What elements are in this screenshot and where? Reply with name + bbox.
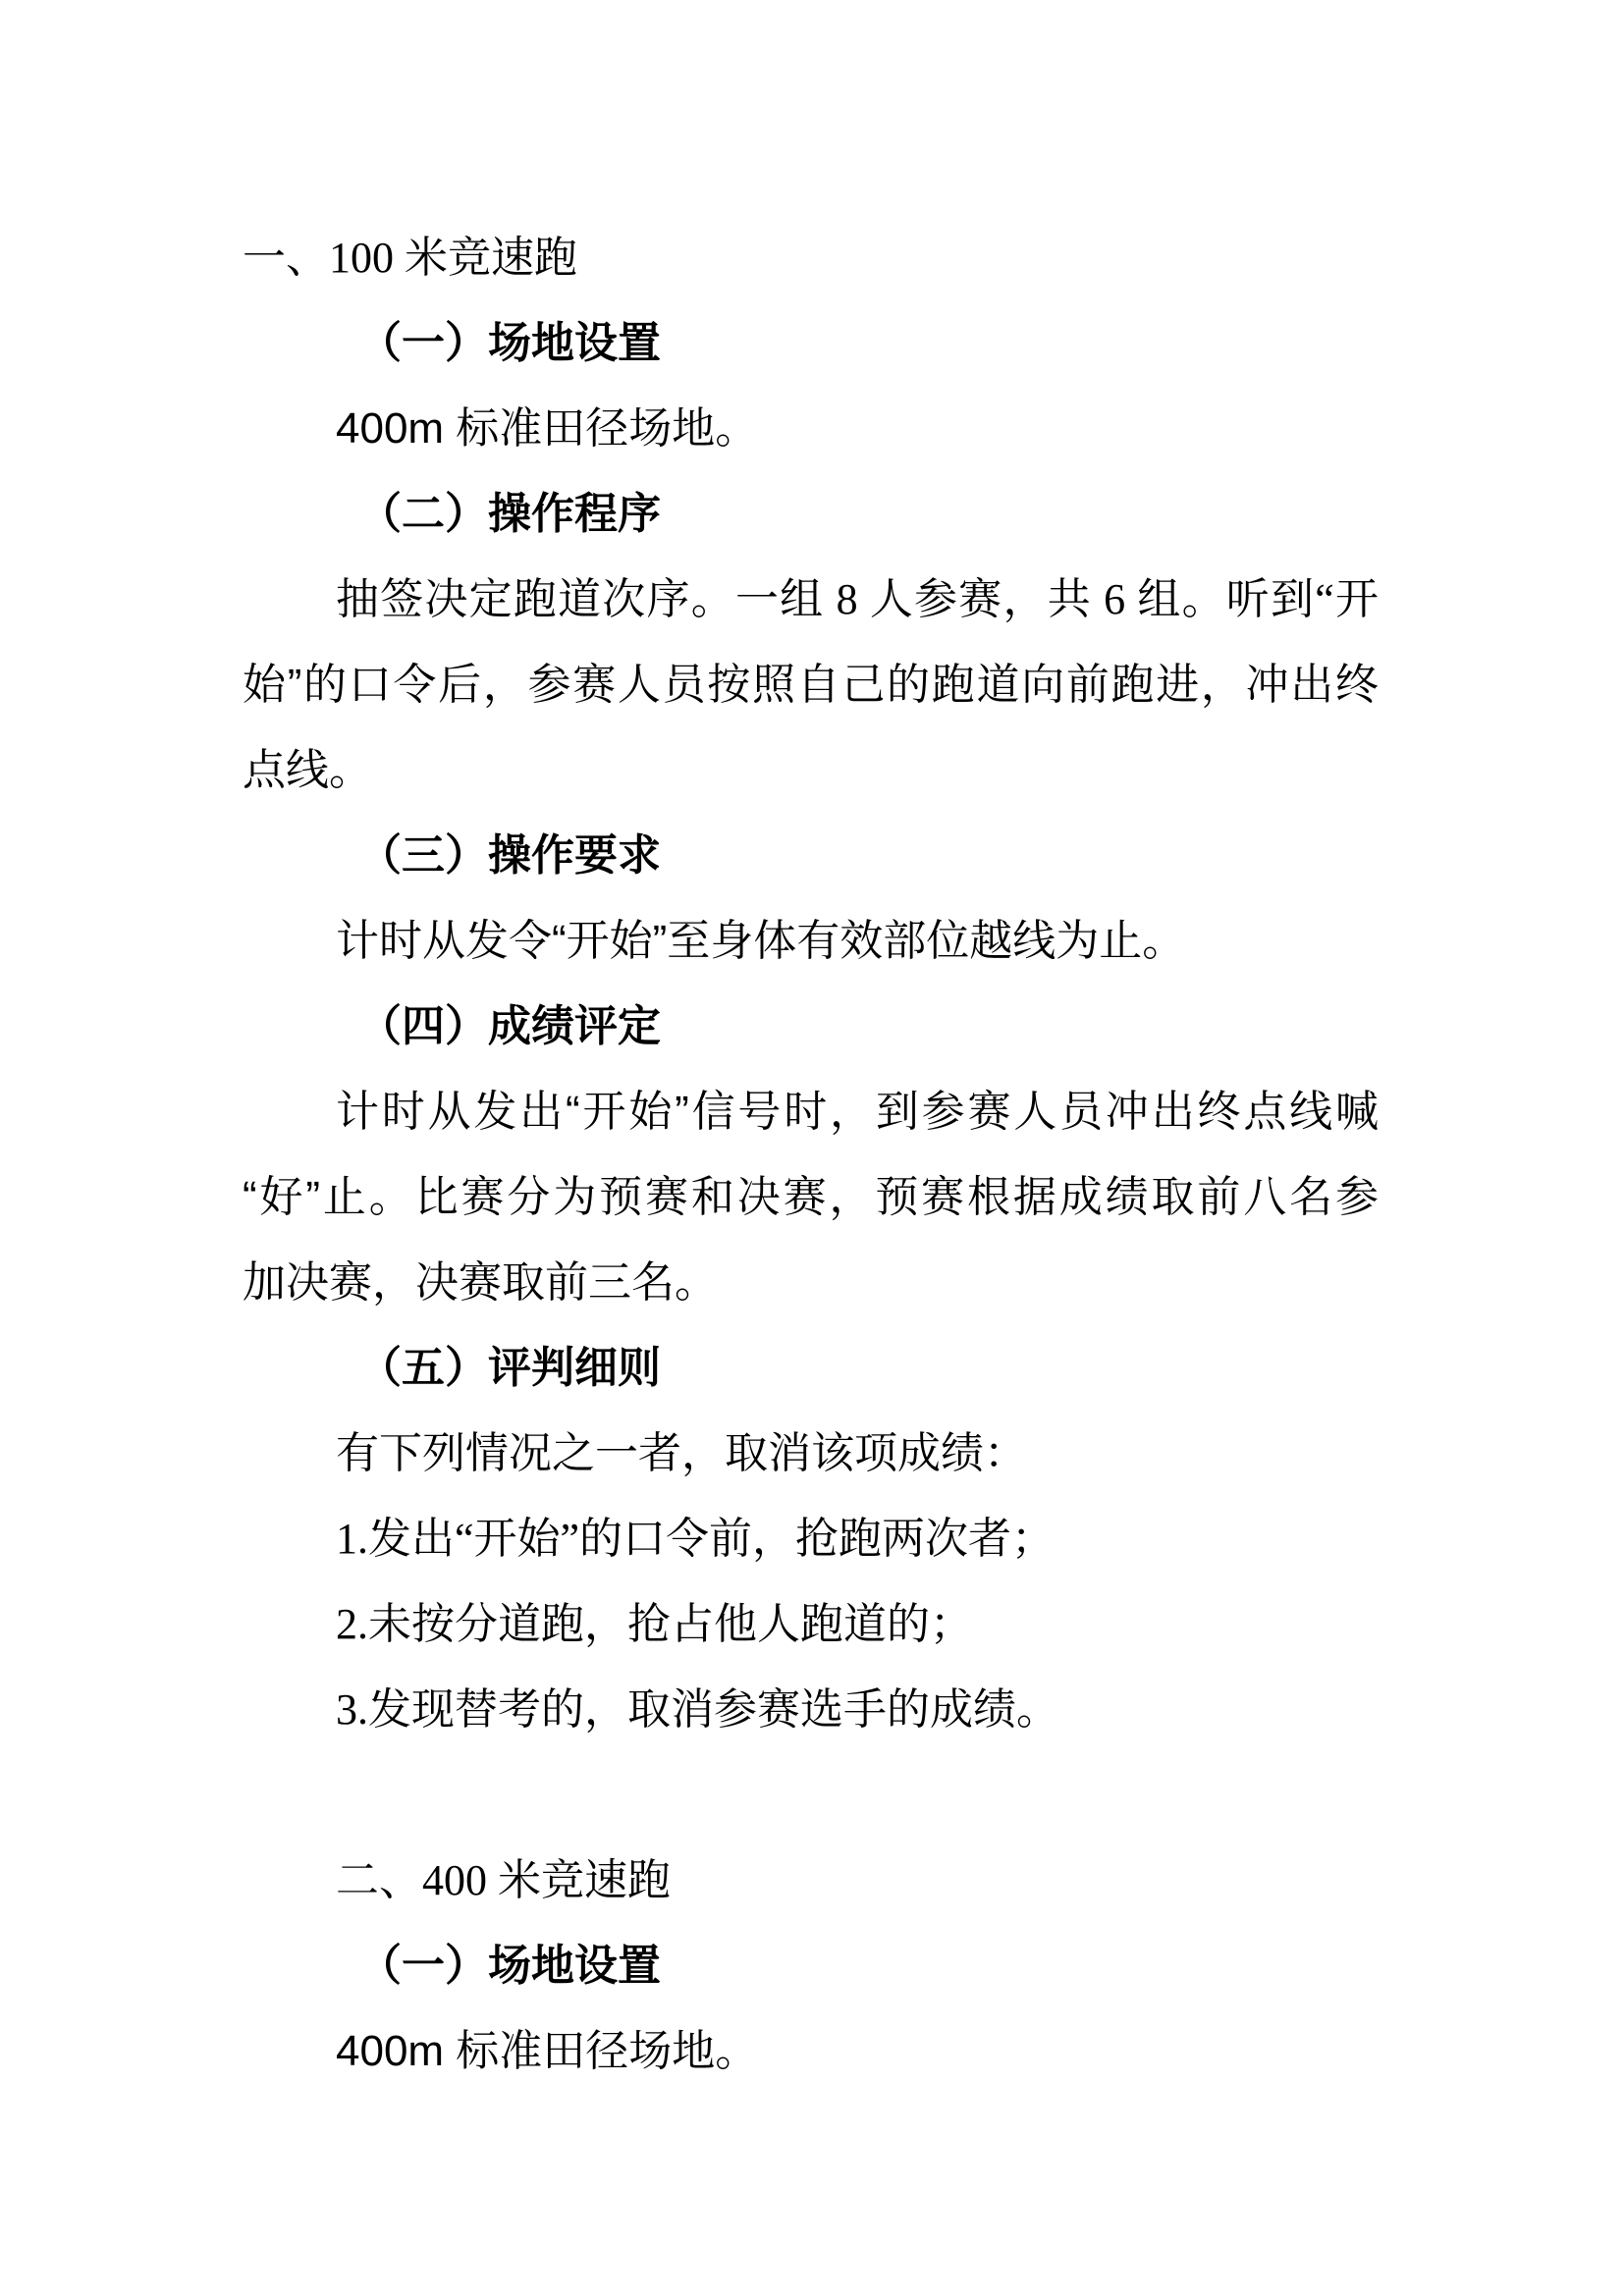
- blank-line: [243, 1752, 1379, 1838]
- body-line-scoring-3: 加决赛，决赛取前三名。: [243, 1258, 718, 1307]
- section-heading-400m: 二、400 米竞速跑: [336, 1856, 671, 1904]
- subheading-judging-rules: （五）评判细则: [358, 1344, 661, 1392]
- body-line-rule-3: 3.发现替考的，取消参赛选手的成绩。: [336, 1685, 1059, 1734]
- body-line-procedure-1: 抽签决定跑道次序。一组 8 人参赛，共 6 组。听到“开: [336, 575, 1379, 623]
- body-line-procedure-2: 始”的口令后，参赛人员按照自己的跑道向前跑进，冲出终: [243, 661, 1379, 709]
- subheading-scoring: （四）成绩评定: [358, 1002, 661, 1050]
- body-line-rule-1: 1.发出“开始”的口令前，抢跑两次者；: [336, 1515, 1056, 1563]
- subheading-venue-setup-2: （一）场地设置: [358, 1942, 661, 1990]
- body-line-scoring-2: “好”止。比赛分为预赛和决赛，预赛根据成绩取前八名参: [243, 1173, 1379, 1221]
- body-line-judging-intro: 有下列情况之一者，取消该项成绩：: [336, 1429, 1027, 1477]
- document-text-block: [243, 215, 1379, 2094]
- body-line-scoring-1: 计时从发出“开始”信号时，到参赛人员冲出终点线喊: [336, 1088, 1379, 1136]
- subheading-procedure: （二）操作程序: [358, 490, 661, 538]
- body-line-venue-2: 400m 标准田径场地。: [336, 2027, 759, 2075]
- subheading-venue-setup-1: （一）场地设置: [358, 319, 661, 367]
- subheading-requirements: （三）操作要求: [358, 831, 661, 880]
- body-line-requirements: 计时从发令“开始”至身体有效部位越线为止。: [336, 917, 1186, 965]
- body-line-venue-1: 400m 标准田径场地。: [336, 404, 759, 453]
- body-line-procedure-3: 点线。: [243, 746, 372, 794]
- body-line-rule-2: 2.未按分道跑，抢占他人跑道的；: [336, 1600, 973, 1648]
- section-heading-100m: 一、100 米竞速跑: [243, 234, 577, 282]
